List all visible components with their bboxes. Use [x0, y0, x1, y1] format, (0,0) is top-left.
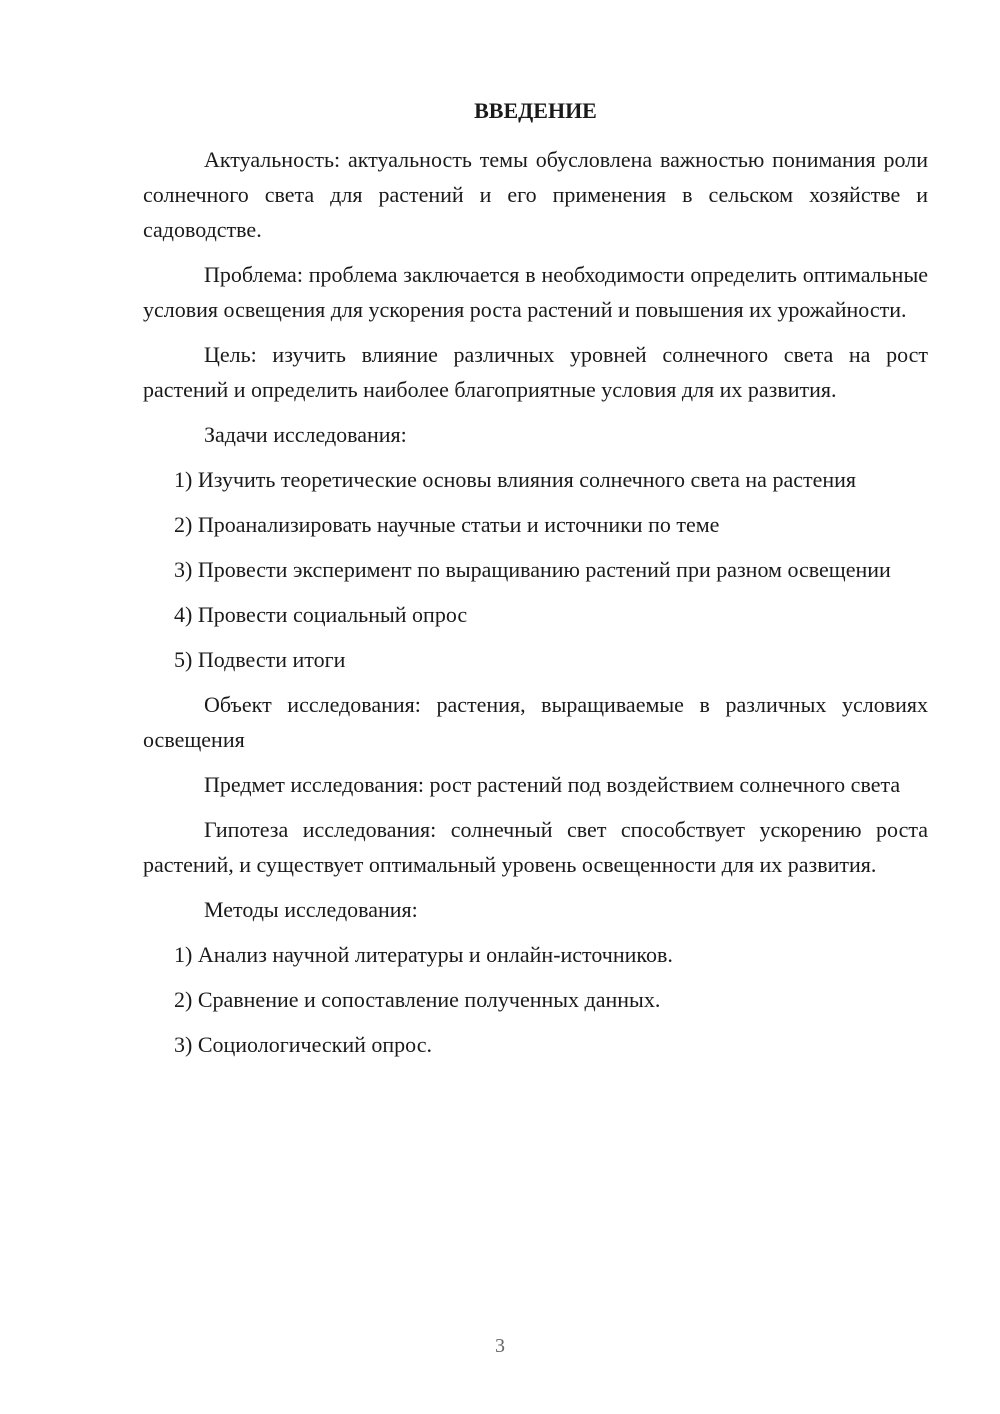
task-item-2: 2) Проанализировать научные статьи и источники по теме: [174, 512, 720, 537]
methods-title: Методы исследования:: [204, 897, 418, 922]
task-item-1: 1) Изучить теоретические основы влияния солнечного света на растения: [174, 467, 857, 492]
method-item-2: 2) Сравнение и сопоставление полученных данных.: [174, 987, 661, 1012]
method-item-1: 1) Анализ научной литературы и онлайн-источников.: [174, 942, 673, 967]
document-page: [143, 0, 928, 1414]
page-number: 3: [495, 1335, 505, 1357]
document-body: [143, 142, 928, 1072]
hypothesis-paragraph: Гипотеза исследования: солнечный свет способствует ускорению роста растений, и существует оптимальный уровень освещенности для их развития.: [143, 817, 928, 877]
subject-paragraph: Предмет исследования: рост растений под воздействием солнечного света: [204, 772, 901, 797]
problem-paragraph: Проблема: проблема заключается в необходимости определить оптимальные условия освещения для ускорения роста растений и повышения их урожайности.: [143, 262, 928, 322]
goal-paragraph: Цель: изучить влияние различных уровней солнечного света на рост растений и определить наиболее благоприятные условия для их развития.: [143, 342, 928, 402]
relevance-paragraph: Актуальность: актуальность темы обусловлена важностью понимания роли солнечного света для растений и его применения в сельском хозяйстве и садоводстве.: [143, 147, 928, 242]
task-item-4: 4) Провести социальный опрос: [174, 602, 468, 627]
page-heading: ВВЕДЕНИЕ: [474, 98, 597, 123]
tasks-title: Задачи исследования:: [204, 422, 407, 447]
task-item-5: 5) Подвести итоги: [174, 647, 346, 672]
task-item-3: 3) Провести эксперимент по выращиванию растений при разном освещении: [174, 557, 891, 582]
method-item-3: 3) Социологический опрос.: [174, 1032, 432, 1057]
object-paragraph: Объект исследования: растения, выращиваемые в различных условиях освещения: [143, 692, 928, 752]
